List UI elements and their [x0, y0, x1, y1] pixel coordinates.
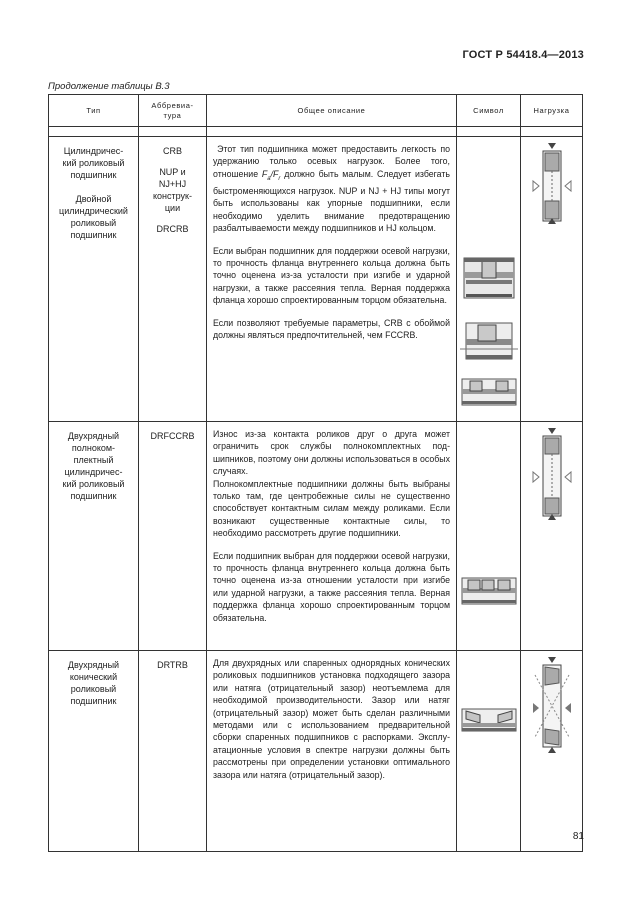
- cell-abbreviation: [139, 137, 207, 422]
- col-header-description: Общее описание: [207, 95, 457, 127]
- cell-abbreviation: DRFCCRB: [139, 422, 207, 651]
- desc-paragraph: Если позволяют требуемые параметры, CRB с обоймой должны являться предпочтительней, чем FCCRB.: [213, 317, 450, 341]
- radial-load-diagram: [521, 424, 583, 524]
- abbr-crb: CRB: [162, 146, 182, 156]
- cell-description: [207, 137, 457, 422]
- cell-load: [521, 422, 583, 651]
- cell-symbol: [457, 651, 521, 852]
- col-header-symbol: Символ: [457, 95, 521, 127]
- bearing-table: [48, 94, 583, 852]
- col-header-abbreviation: Аббревиа- тура: [139, 95, 207, 127]
- cell-description: [207, 651, 457, 852]
- cell-load: [521, 651, 583, 852]
- table-caption: Продолжение таблицы В.3: [48, 81, 170, 92]
- cylindrical-bearing-symbol: [458, 250, 520, 310]
- desc-paragraph: Этот тип подшипника может предоставить легкость по удержанию только осевых нагрузок. Более того, отношение $F_a/F_r$ должно быть малым. Следует избегать быстроменяющихся нагрузок. NUP и NJ + HJ типы могут быть использованы как упорные подшипники, если необходимо уделить внимание предотвращению разбалтываемости между подшипников и HJ кольцом.: [213, 144, 450, 234]
- desc-paragraph: Если подшипник выбран для поддержки осевой нагрузки, то прочность фланца внутреннего кольца должна быть точно оценена из-за отношении усталости при изгибе или ударной нагрузки, а также рассеяния тепла. Верная поддержка фланца хорошо спроектированным торцом обязательна.: [213, 550, 450, 623]
- desc-paragraph: Если выбран подшипник для поддержки осевой нагрузки, то прочность фланца внутреннего кольца должна быть точно оценена из-за усталости при изгибе и ударной нагрузки, а также рассеяния тепла. Верная поддержка фланца хорошо спроектированным торцом обязательна.: [213, 245, 450, 306]
- table-row: [49, 651, 583, 852]
- cell-symbol: [457, 137, 521, 422]
- desc-paragraph: Износ из-за контакта роликов друг о друга может ограничить срок службы полнокомплектных подшипников, поэтому они должны использоваться в особых случаях. Полнокомплектные подшипники должны быть выбраны только там, где центробежные силы не существенно способствует контактным силам между роликами. Если возникают существенные контактные силы, то необходимо рассмотреть другие подшипники.: [213, 429, 450, 539]
- tapered-bearing-symbol: [458, 701, 520, 741]
- cell-symbol: [457, 422, 521, 651]
- abbr-drcrb: DRCRB: [156, 224, 189, 234]
- cell-description: [207, 422, 457, 651]
- table-header-row: [49, 95, 583, 127]
- cell-type: Двухрядный полноком- плектный цилиндричес- кий роликовый подшипник: [49, 422, 139, 651]
- col-header-type: Тип: [49, 95, 139, 127]
- table-spacer-row: [49, 127, 583, 137]
- combined-load-diagram: [521, 653, 583, 757]
- desc-paragraph: Для двухрядных или спаренных однорядных конических роликовых подшипников установка подходящего зазора или натяга (отрицательный зазор) неотъемлема для необходимой производительности. Зазор или натяг (отрицательный зазор) может быть сделан различными методами или с использованием предварительной сборки спаренных подшипников с распорками. Эксплуатационные условия в спектре нагрузки должны быть рассмотрены при определении установки оптимального зазора или натяга (отрицательный зазор).: [213, 658, 450, 780]
- abbr-nup-nj-hj: NUP и NJ+HJ конструк- ции: [153, 167, 192, 213]
- col-header-load: Нагрузка: [521, 95, 583, 127]
- force-ratio-formula: $F_a/F_r$: [261, 168, 281, 182]
- table-row: [49, 137, 583, 422]
- radial-load-diagram: [521, 139, 583, 229]
- table-row: [49, 422, 583, 651]
- cylindrical-bearing-with-cage-symbol: [458, 319, 520, 369]
- double-row-cylindrical-bearing-symbol: [458, 375, 520, 411]
- cell-load: [521, 137, 583, 422]
- cell-type: Цилиндричес- кий роликовый подшипник Двойной цилиндрический роликовый подшипник: [49, 137, 139, 422]
- cell-type: Двухрядный конический роликовый подшипник: [49, 651, 139, 852]
- full-complement-bearing-symbol: [458, 572, 520, 612]
- standard-header: ГОСТ Р 54418.4—2013: [462, 49, 584, 61]
- page-number: 81: [572, 831, 584, 842]
- cell-abbreviation: DRTRB: [139, 651, 207, 852]
